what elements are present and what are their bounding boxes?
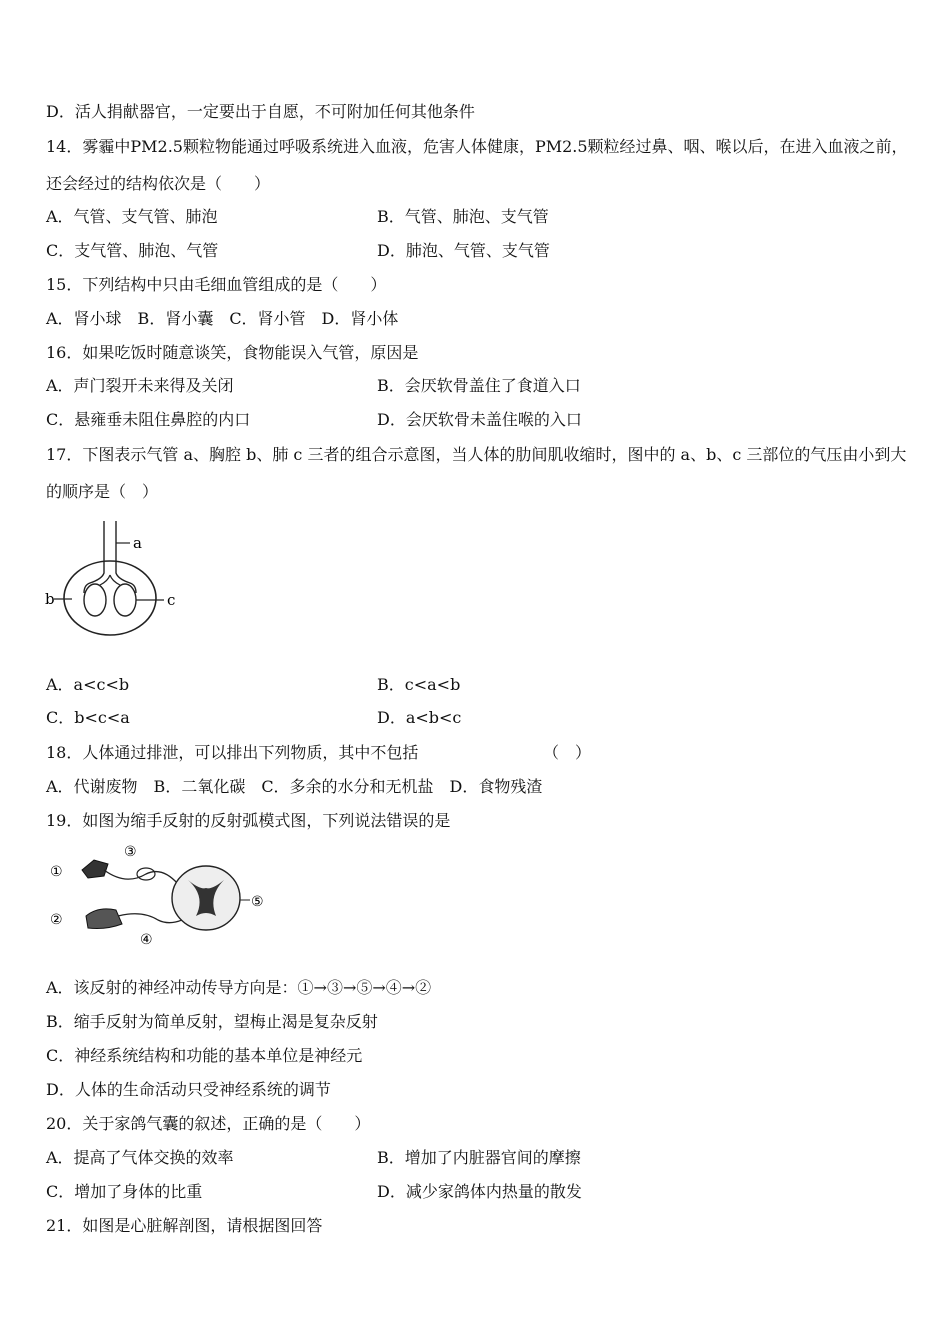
q15-stem: 15．下列结构中只由毛细血管组成的是（ ） <box>46 275 387 294</box>
q17-option-c: C．b<c<a <box>46 708 130 727</box>
bronchi <box>100 575 120 585</box>
q14-option-b: B．气管、肺泡、支气管 <box>377 207 549 226</box>
q19-option-c: C．神经系统结构和功能的基本单位是神经元 <box>46 1046 363 1065</box>
q15-options: A．肾小球 B．肾小囊 C．肾小管 D．肾小体 <box>46 309 399 328</box>
q18-options: A．代谢废物 B．二氧化碳 C．多余的水分和无机盐 D．食物残渣 <box>46 777 543 796</box>
label-a: a <box>133 534 142 552</box>
q17-option-b: B．c<a<b <box>377 675 461 694</box>
q14-option-a: A．气管、支气管、肺泡 <box>46 207 218 226</box>
label-2: ② <box>50 912 63 928</box>
label-4: ④ <box>140 932 153 948</box>
q20-option-b: B．增加了内脏器官间的摩擦 <box>377 1148 581 1167</box>
effector <box>86 909 122 929</box>
q14-option-c: C．支气管、肺泡、气管 <box>46 241 219 260</box>
q20-stem: 20．关于家鸽气囊的叙述，正确的是（ ） <box>46 1114 371 1133</box>
q14-option-d: D．肺泡、气管、支气管 <box>377 241 550 260</box>
receptor <box>82 860 108 878</box>
chest-cavity-outline <box>64 561 156 635</box>
q16-option-b: B．会厌软骨盖住了食道入口 <box>377 376 581 395</box>
thorax-diagram <box>44 515 184 640</box>
q14-stem-line1: 14．雾霾中PM2.5颗粒物能通过呼吸系统进入血液，危害人体健康，PM2.5颗粒经过鼻、咽、喉以后，在进入血液之前， <box>46 137 908 156</box>
q18-answer-paren: （ ） <box>543 743 592 762</box>
q20-option-c: C．增加了身体的比重 <box>46 1182 203 1201</box>
q17-option-a: A．a<c<b <box>46 675 130 694</box>
label-5: ⑤ <box>251 894 264 910</box>
q19-stem: 19．如图为缩手反射的反射弧模式图，下列说法错误的是 <box>46 811 451 830</box>
label-b: b <box>45 590 55 608</box>
q19-option-d: D．人体的生命活动只受神经系统的调节 <box>46 1080 331 1099</box>
q19-option-a: A．该反射的神经冲动传导方向是：①→③→⑤→④→② <box>46 978 432 997</box>
q21-stem: 21．如图是心脏解剖图，请根据图回答 <box>46 1216 323 1235</box>
q16-option-d: D．会厌软骨未盖住喉的入口 <box>377 410 582 429</box>
trachea-left-wall <box>84 521 104 593</box>
q17-stem-line1: 17．下图表示气管 a、胸腔 b、肺 c 三者的组合示意图，当人体的肋间肌收缩时，图中的 a、b、c 三部位的气压由小到大 <box>46 445 907 464</box>
q20-option-a: A．提高了气体交换的效率 <box>46 1148 234 1167</box>
q20-option-d: D．减少家鸽体内热量的散发 <box>377 1182 582 1201</box>
label-c: c <box>167 591 176 609</box>
right-lung <box>114 584 136 616</box>
q16-option-c: C．悬雍垂未阻住鼻腔的内口 <box>46 410 251 429</box>
q17-option-d: D．a<b<c <box>377 708 462 727</box>
trachea-right-wall <box>116 521 136 593</box>
left-lung <box>84 584 106 616</box>
q17-stem-line2: 的顺序是（ ） <box>46 482 159 501</box>
label-3: ③ <box>124 844 137 860</box>
q16-option-a: A．声门裂开未来得及关闭 <box>46 376 234 395</box>
q14-stem-line2: 还会经过的结构依次是（ ） <box>46 174 271 193</box>
reflex-arc-diagram <box>46 840 271 950</box>
q18-stem: 18．人体通过排泄，可以排出下列物质，其中不包括 <box>46 743 419 762</box>
q13-option-d: D．活人捐献器官，一定要出于自愿，不可附加任何其他条件 <box>46 102 475 121</box>
label-1: ① <box>50 864 63 880</box>
q19-option-b: B．缩手反射为简单反射，望梅止渴是复杂反射 <box>46 1012 378 1031</box>
q16-stem: 16．如果吃饭时随意谈笑，食物能误入气管，原因是 <box>46 343 419 362</box>
